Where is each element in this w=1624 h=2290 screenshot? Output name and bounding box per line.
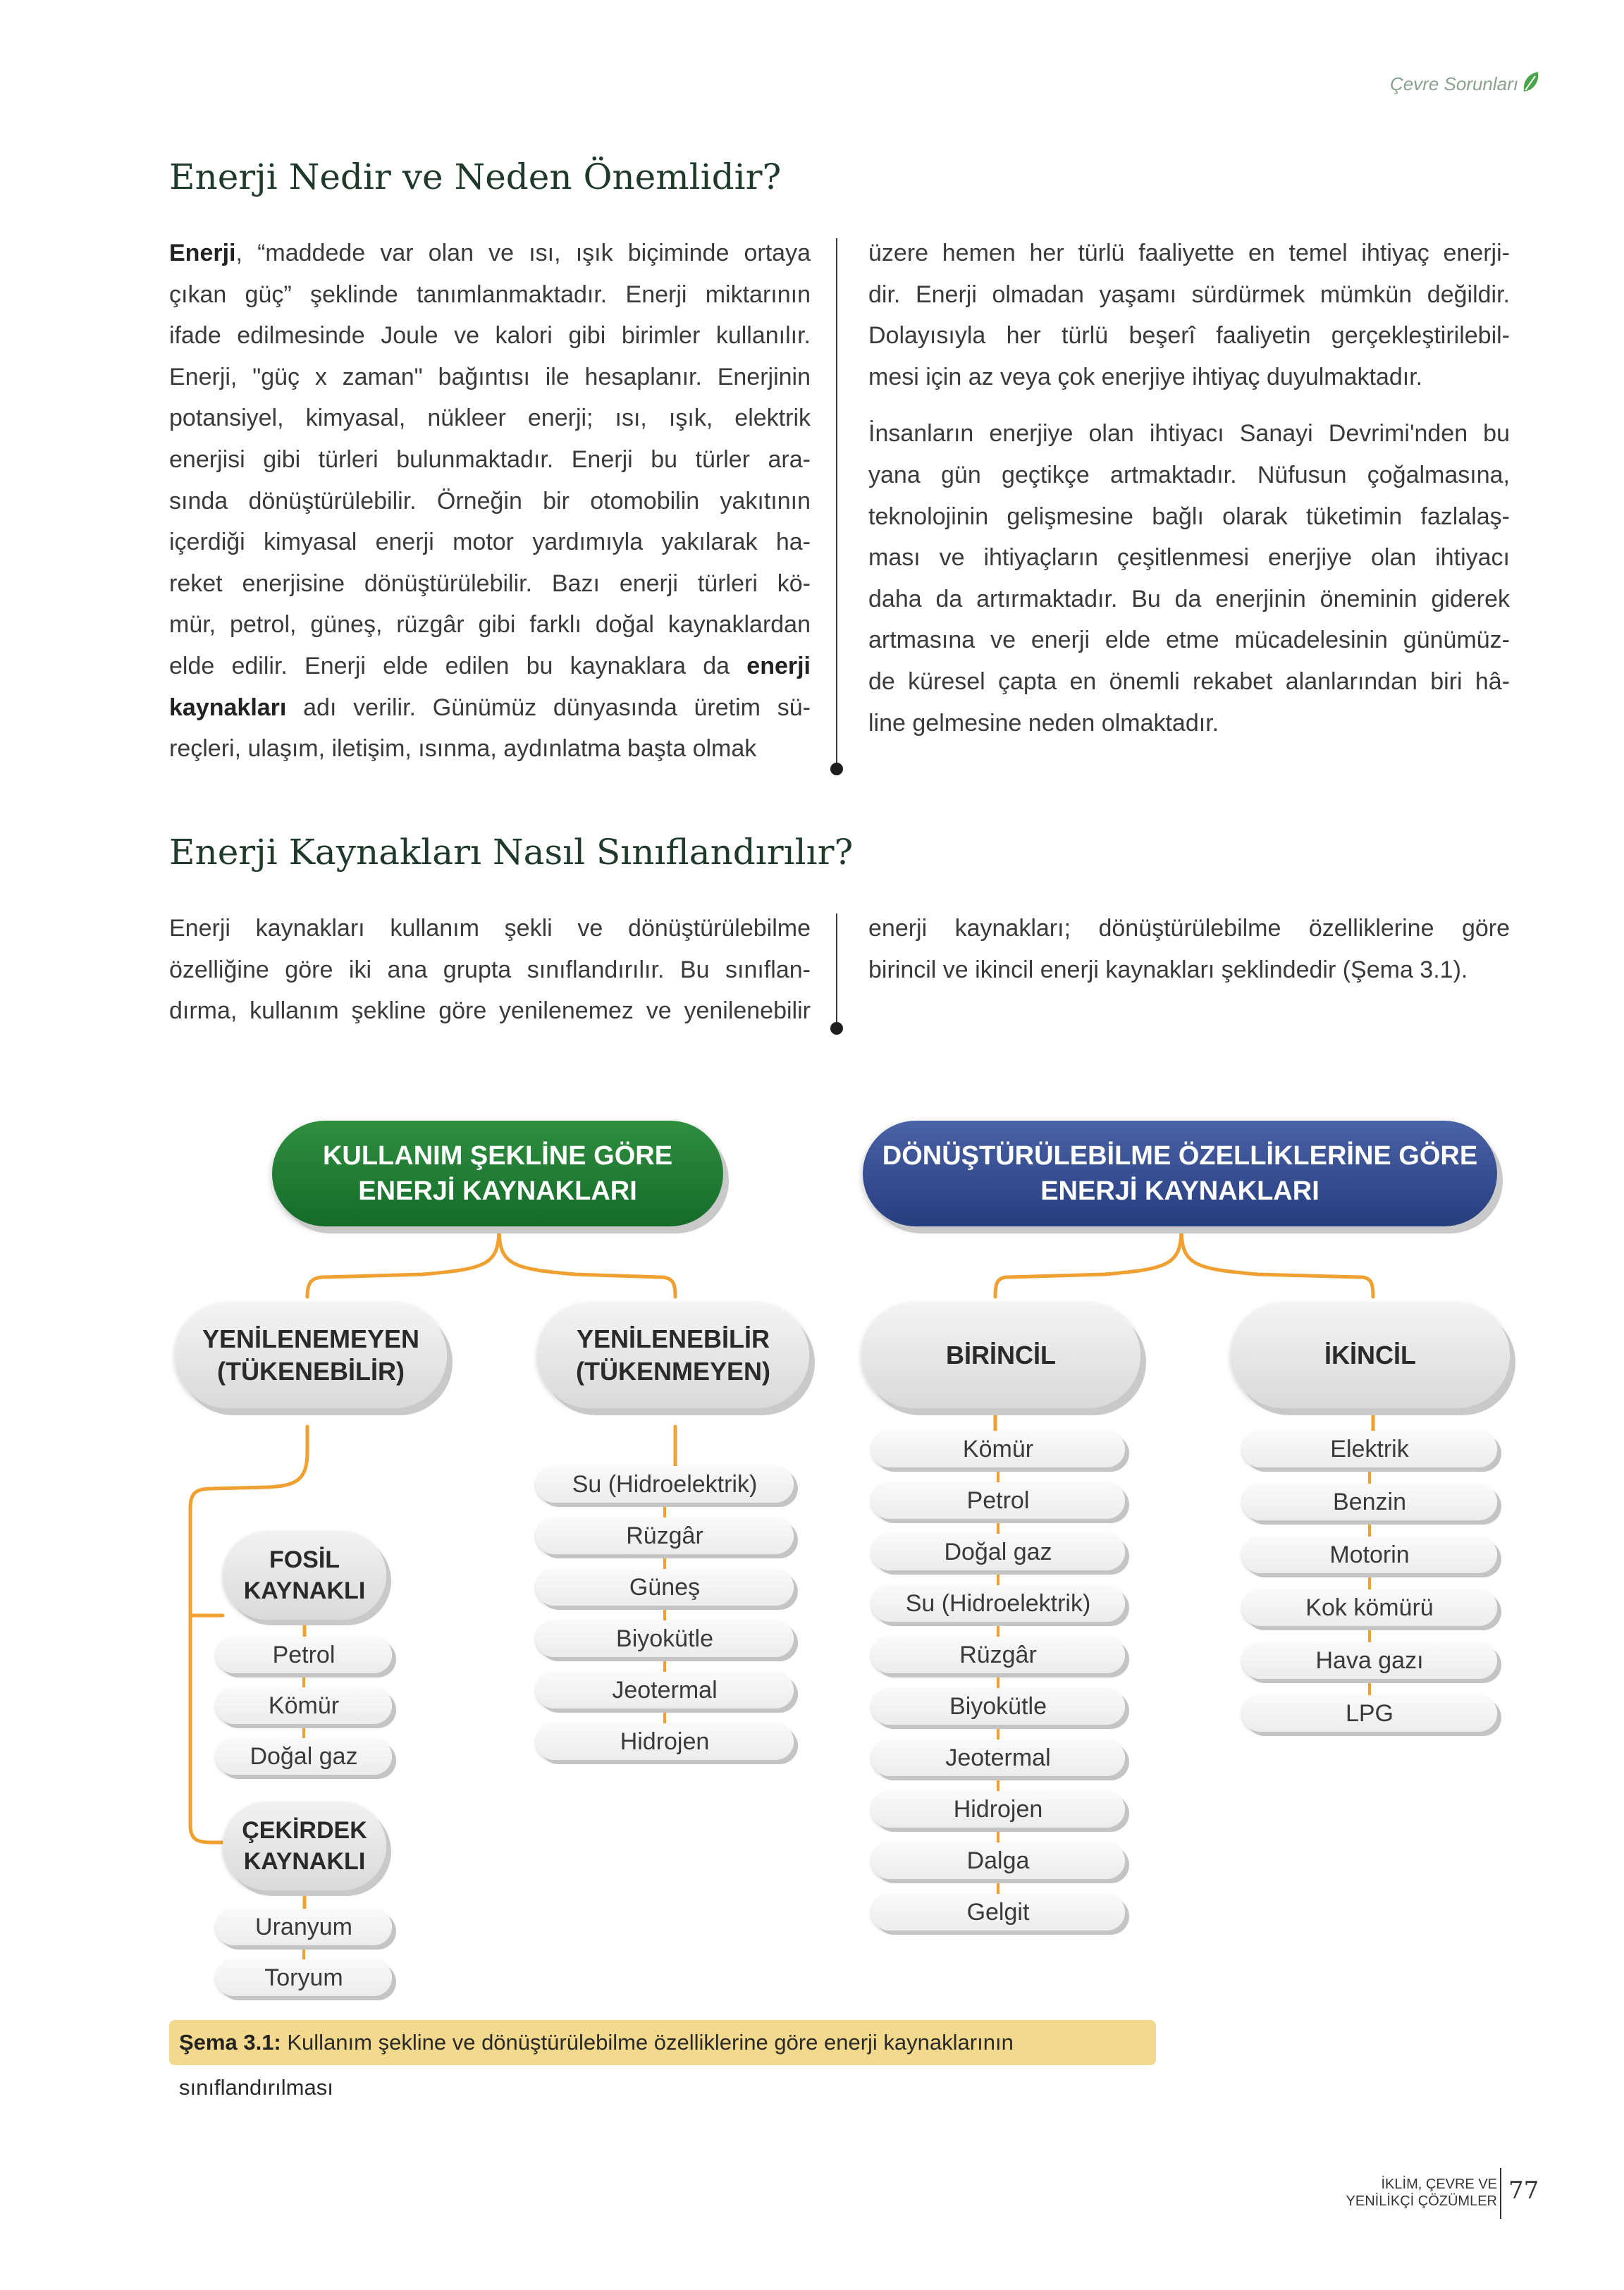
list-item: Su (Hidroelektrik) [871, 1585, 1125, 1622]
primary-label: BİRİNCİL [946, 1341, 1056, 1369]
list-item: Biyokütle [871, 1688, 1125, 1725]
list-item: Kok kömürü [1242, 1589, 1497, 1626]
nonrenewable-line1: YENİLENEMEYEN [202, 1324, 420, 1353]
fossil-line2: KAYNAKLI [243, 1577, 366, 1604]
nonrenewable-line2: (TÜKENEBİLİR) [217, 1357, 405, 1386]
text-line: birincil ve ikincil enerji kaynakları şeklindedir (Şema 3.1). [868, 956, 1468, 983]
renewable-line1: YENİLENEBİLİR [576, 1324, 770, 1353]
running-header: Çevre Sorunları [1389, 73, 1518, 94]
footer-book-title [1346, 2176, 1497, 2210]
text-line: Enerji, "güç x zaman" bağıntısı ile hesaplanır. Enerjinin [169, 363, 811, 390]
text-line: Dolayısıyla her türlü beşerî faaliyetin gerçekleştirilebil- [868, 322, 1510, 350]
list-item: Petrol [871, 1482, 1125, 1519]
text-line: dir. Enerji olmadan yaşamı sürdürmek mümkün değildir. [868, 281, 1510, 308]
nuclear-box [223, 1802, 386, 1890]
text-line: İnsanların enerjiye olan ihtiyacı Sanayi Devrimi'nden bu [868, 420, 1510, 448]
text-line: potansiyel, kimyasal, nükleer enerji; ısı, ışık, elektrik [169, 405, 811, 432]
list-item: Uranyum [216, 1909, 392, 1945]
text-line: Enerji, “maddede var olan ve ısı, ışık biçiminde ortaya [169, 240, 811, 266]
text-line: elde edilir. Enerji elde edilen bu kaynaklara da enerji [169, 652, 811, 679]
text-line: kaynakları adı verilir. Günümüz dünyasında üretim sü- [169, 694, 811, 721]
keyword: Enerji [169, 240, 236, 266]
list-item: Benzin [1242, 1484, 1497, 1520]
primary-box [861, 1303, 1140, 1408]
footer-divider [1500, 2168, 1501, 2219]
list-item: Dalga [871, 1842, 1125, 1879]
list-item: Jeotermal [536, 1672, 794, 1709]
secondary-box [1231, 1303, 1510, 1408]
list-item: Doğal gaz [871, 1534, 1125, 1570]
caption-text: Kullanım şekline ve dönüştürülebilme özelliklerine göre enerji kaynaklarının sınıflandırılması [179, 2030, 1014, 2100]
conversion-title-line2: ENERJİ KAYNAKLARI [1040, 1176, 1320, 1206]
text-line: Enerji kaynakları kullanım şekli ve dönüştürülebilme [169, 915, 811, 942]
text-line: line gelmesine neden olmaktadır. [868, 709, 1219, 737]
nuclear-line1: ÇEKİRDEK [242, 1817, 367, 1844]
list-item: Hidrojen [536, 1723, 794, 1760]
nonrenewable-box [175, 1303, 447, 1408]
list-item: Petrol [216, 1637, 392, 1673]
list-item: Kömür [871, 1431, 1125, 1467]
keyword: enerji [746, 652, 811, 679]
text-line: reket enerjisine dönüştürülebilir. Bazı enerji türleri kö- [169, 570, 811, 597]
fossil-line1: FOSİL [269, 1546, 340, 1573]
text-line: daha da artırmaktadır. Bu da enerjinin öneminin giderek [868, 585, 1510, 612]
text-line: özelliğine göre iki ana grupta sınıflandırılır. Bu sınıflan- [169, 956, 811, 983]
list-item: Hava gazı [1242, 1642, 1497, 1679]
keyword: kaynakları [169, 694, 287, 721]
text-line: enerji kaynakları; dönüştürülebilme özelliklerine göre [868, 915, 1510, 942]
text-line: reçleri, ulaşım, iletişim, ısınma, aydınlatma başta olmak [169, 735, 757, 763]
list-item: LPG [1242, 1695, 1497, 1732]
secondary-label: İKİNCİL [1324, 1341, 1416, 1369]
text-line: de küresel çapta en önemli rekabet alanlarından biri hâ- [868, 667, 1510, 695]
list-item: Rüzgâr [536, 1518, 794, 1554]
section-title-energy: Enerji Nedir ve Neden Önemlidir? [169, 156, 782, 197]
text-line: enerjisi gibi türleri bulunmaktadır. Enerji bu türler ara- [169, 445, 811, 473]
text-line: mesi için az veya çok enerjiye ihtiyaç duyulmaktadır. [868, 363, 1423, 390]
section-title-classification: Enerji Kaynakları Nasıl Sınıflandırılır? [169, 832, 854, 873]
usage-category-box [272, 1121, 723, 1226]
text-line: ifade edilmesinde Joule ve kalori gibi birimler kullanılır. [169, 322, 811, 350]
figure-caption [169, 2020, 1156, 2100]
text-line: ması ve ihtiyaçların çeşitlenmesi enerjiye olan ihtiyacı [868, 544, 1510, 572]
list-item: Toryum [216, 1959, 392, 1996]
fossil-box [223, 1531, 386, 1620]
renewable-line2: (TÜKENMEYEN) [576, 1357, 770, 1386]
list-item: Rüzgâr [871, 1637, 1125, 1673]
renewable-box [537, 1303, 809, 1408]
footer-line2: YENİLİKÇİ ÇÖZÜMLER [1346, 2193, 1497, 2209]
page-number: 77 [1508, 2177, 1539, 2205]
list-item: Kömür [216, 1687, 392, 1724]
list-item: Jeotermal [871, 1740, 1125, 1776]
text-line: yana gün geçtikçe artmaktadır. Nüfusun çoğalmasına, [868, 461, 1510, 488]
text-line: teknolojinin gelişmesine bağlı olarak tüketimin fazlalaş- [868, 503, 1510, 530]
footer-line1: İKLİM, ÇEVRE VE [1381, 2177, 1497, 2192]
list-item: Hidrojen [871, 1791, 1125, 1828]
list-item: Gelgit [871, 1894, 1125, 1931]
list-item: Elektrik [1242, 1431, 1497, 1467]
list-item: Su (Hidroelektrik) [536, 1466, 794, 1503]
conversion-title-line1: DÖNÜŞTÜRÜLEBİLME ÖZELLİKLERİNE GÖRE [882, 1141, 1478, 1171]
list-item: Motorin [1242, 1537, 1497, 1573]
text-line: çıkan güç” şeklinde tanımlanmaktadır. Enerji miktarının [169, 281, 811, 308]
list-item: Biyokütle [536, 1620, 794, 1657]
nuclear-line2: KAYNAKLI [243, 1848, 366, 1875]
text-line: üzere hemen her türlü faaliyette en temel ihtiyaç enerji- [868, 240, 1510, 266]
usage-title-line2: ENERJİ KAYNAKLARI [358, 1176, 637, 1206]
conversion-category-box [863, 1121, 1497, 1226]
usage-title-line1: KULLANIM ŞEKLİNE GÖRE [322, 1141, 673, 1171]
text-line: artmasına ve enerji elde etme mücadelesinin günümüz- [868, 627, 1510, 654]
caption-label: Şema 3.1: [179, 2030, 281, 2055]
text-line: mür, petrol, güneş, rüzgâr gibi farklı doğal kaynaklardan [169, 611, 811, 639]
text-line: sında dönüştürülebilir. Örneğin bir otomobilin yakıtının [169, 487, 811, 515]
text-line: dırma, kullanım şekline göre yenilenemez ve yenilenebilir [169, 997, 811, 1025]
list-item: Güneş [536, 1569, 794, 1606]
text-line: içerdiği kimyasal enerji motor yardımıyla yakılarak ha- [169, 529, 811, 556]
list-item: Doğal gaz [216, 1738, 392, 1775]
